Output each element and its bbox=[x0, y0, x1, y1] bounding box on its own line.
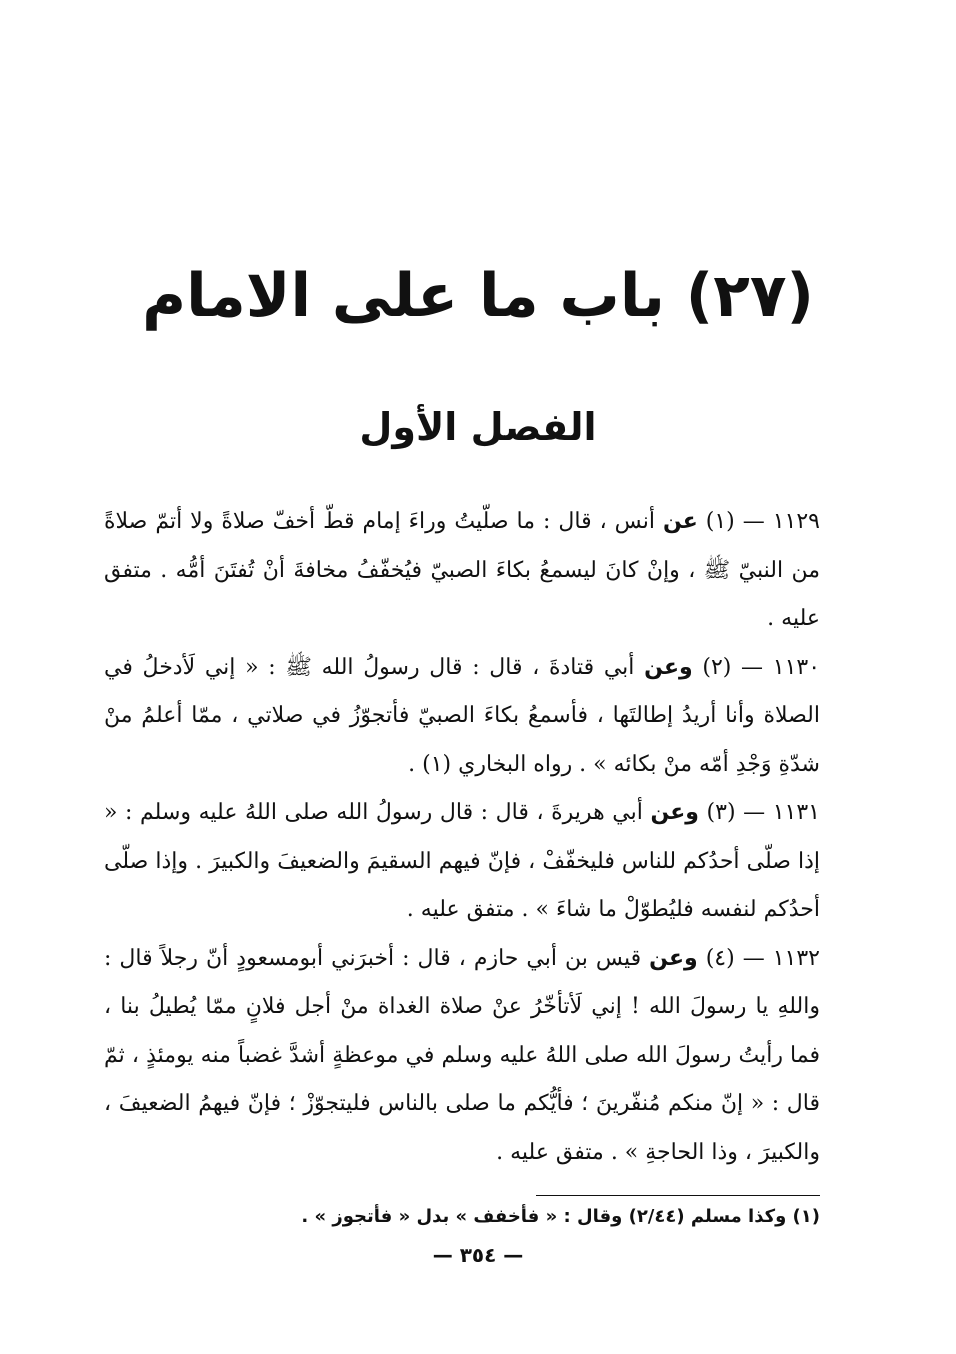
hadith-number: ١١٣١ — (٣) bbox=[706, 800, 820, 825]
footnote-divider bbox=[536, 1195, 820, 1196]
hadith-paragraph bbox=[104, 498, 820, 644]
hadith-text: أبي هريرةَ ، قال : قال رسولُ الله صلى اللهُ عليه وسلم : « إذا صلّى أحدُكم للناس فليخفّفْ ، فإنّ فيهم السقيمَ والضعيفَ والكبيرَ . وإذا صلّى أحدُكم لنفسه فليُطوّلْ ما شاءَ » . متفق عليه . bbox=[104, 800, 820, 922]
hadith-from: عن bbox=[662, 509, 698, 534]
hadith-list bbox=[104, 498, 820, 1177]
hadith-text: أنس ، قال : ما صلّيتُ وراءَ إمام قطّ أخفّ صلاةً ولا أتمّ صلاةً من النبيّ ﷺ ، وإنْ كانَ ليسمعُ بكاءَ الصبيّ فيُخفّفُ مخافةَ أنْ تُفتَنَ أمُّه . متفق عليه . bbox=[104, 509, 820, 631]
hadith-1130 bbox=[104, 644, 820, 790]
hadith-1131 bbox=[104, 789, 820, 935]
footnote: (١) وكذا مسلم (٢/٤٤) وقال : « فأخفف » بدل « فأتجوز » . bbox=[301, 1206, 820, 1227]
hadith-paragraph bbox=[104, 935, 820, 1178]
hadith-text: أبي قتادةَ ، قال : قال رسولُ الله ﷺ : « إني لَأدخلُ في الصلاة وأنا أريدُ إطالتَها ، فأسمعُ بكاءَ الصبيّ فأتجوّزُ في صلاتي ، ممّا أعلمُ منْ شدّةِ وَجْدِ أمّه منْ بكائه » . رواه البخاري (١) . bbox=[104, 654, 820, 777]
hadith-number: ١١٣٠ — (٢) bbox=[702, 654, 821, 680]
hadith-number: ١١٢٩ — (١) bbox=[705, 509, 820, 534]
hadith-1132 bbox=[104, 935, 820, 1178]
page-number: — ٣٥٤ — bbox=[432, 1243, 524, 1267]
hadith-from: وعن bbox=[649, 945, 698, 971]
hadith-number: ١١٣٢ — (٤) bbox=[705, 945, 820, 971]
hadith-text: قيس بن أبي حازم ، قال : أخبرَني أبومسعودٍ أنّ رجلاً قال : واللهِ يا رسولَ الله ! إني لَأتأخّرُ عنْ صلاة الغداة منْ أجل فلانٍ ممّا يُطيلُ بنا ، فما رأيتُ رسولَ الله صلى اللهُ عليه وسلم في موعظةٍ أشدَّ غضباً منه يومئذٍ ، ثمّ قال : « إنّ منكم مُنفّرينَ ؛ فأيُّكم ما صلى بالناس فليتجوّزْ ؛ فإنّ فيهمُ الضعيفَ ، والكبيرَ ، وذا الحاجةِ » . متفق عليه . bbox=[104, 945, 820, 1165]
chapter-title: (٢٧) باب ما على الامام bbox=[142, 261, 814, 331]
section-title: الفصل الأول bbox=[359, 405, 597, 449]
hadith-from: وعن bbox=[650, 800, 699, 825]
hadith-paragraph bbox=[104, 789, 820, 935]
hadith-1129 bbox=[104, 498, 820, 644]
hadith-paragraph bbox=[104, 644, 820, 790]
hadith-from: وعن bbox=[644, 654, 693, 680]
